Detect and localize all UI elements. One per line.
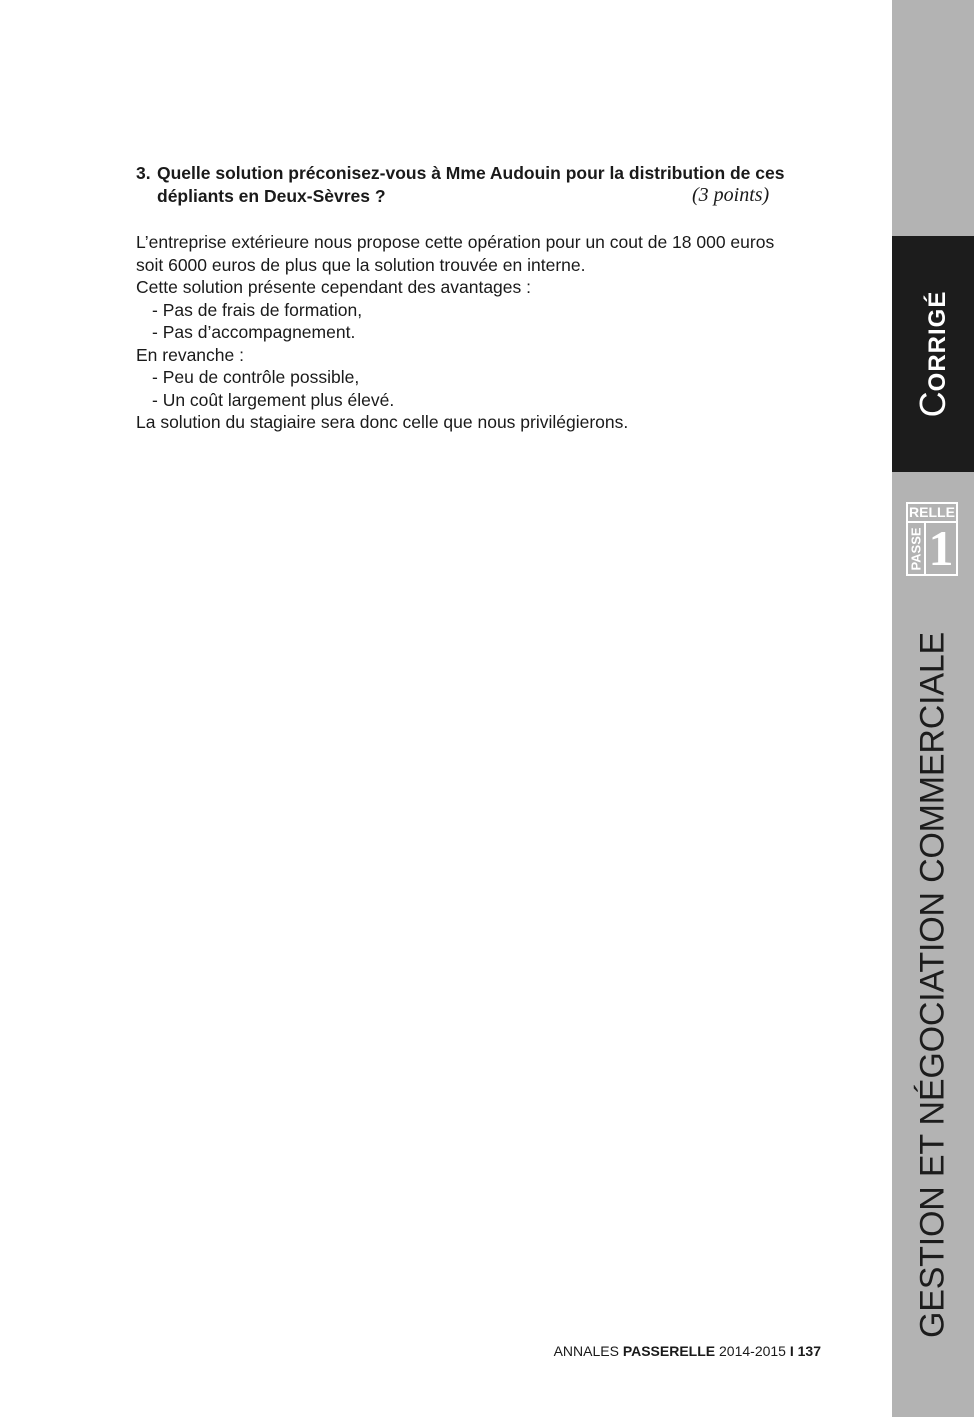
subject-title: GESTION ET NÉGOCIATION COMMERCIALE: [913, 631, 952, 1339]
page-footer: [0, 1343, 821, 1359]
corrige-initial: C: [912, 391, 953, 418]
answer-line: soit 6000 euros de plus que la solution trouvée en interne.: [136, 254, 586, 275]
logo-passe: PASSE: [908, 527, 924, 571]
page-number: 137: [793, 1343, 821, 1359]
answer-line: L’entreprise extérieure nous propose cette opération pour un cout de 18 000 euros: [136, 232, 775, 252]
question-line-2: dépliants en Deux-Sèvres ?: [157, 186, 386, 206]
answer-list-item: - Un coût largement plus élevé.: [152, 389, 395, 410]
logo-relle: RELLE: [908, 504, 956, 523]
logo-number: 1: [928, 520, 954, 576]
answer-line: La solution du stagiaire sera donc celle que nous privilégierons.: [136, 412, 629, 432]
answer-line: Cette solution présente cependant des avantages :: [136, 277, 531, 297]
corrige-rest: ORRIGÉ: [924, 290, 951, 392]
footer-passerelle: PASSERELLE: [622, 1343, 716, 1359]
corrige-label: [912, 291, 954, 418]
footer-separator: I: [789, 1343, 794, 1359]
footer-annales: ANNALES: [553, 1343, 623, 1359]
answer-line: En revanche :: [136, 344, 244, 365]
question-line-1: Quelle solution préconisez-vous à Mme Audouin pour la distribution de ces: [157, 163, 785, 183]
question-number: 3.: [136, 163, 151, 183]
question-points: (3 points): [692, 184, 770, 206]
passerelle-logo: [906, 502, 958, 576]
answer-list-item: - Peu de contrôle possible,: [152, 367, 360, 387]
answer-list-item: - Pas de frais de formation,: [152, 299, 363, 320]
answer-list-item: - Pas d’accompagnement.: [152, 322, 356, 342]
footer-years: 2014-2015: [715, 1343, 790, 1359]
answer-body: [136, 231, 836, 434]
logo-passe-box: [908, 523, 926, 574]
